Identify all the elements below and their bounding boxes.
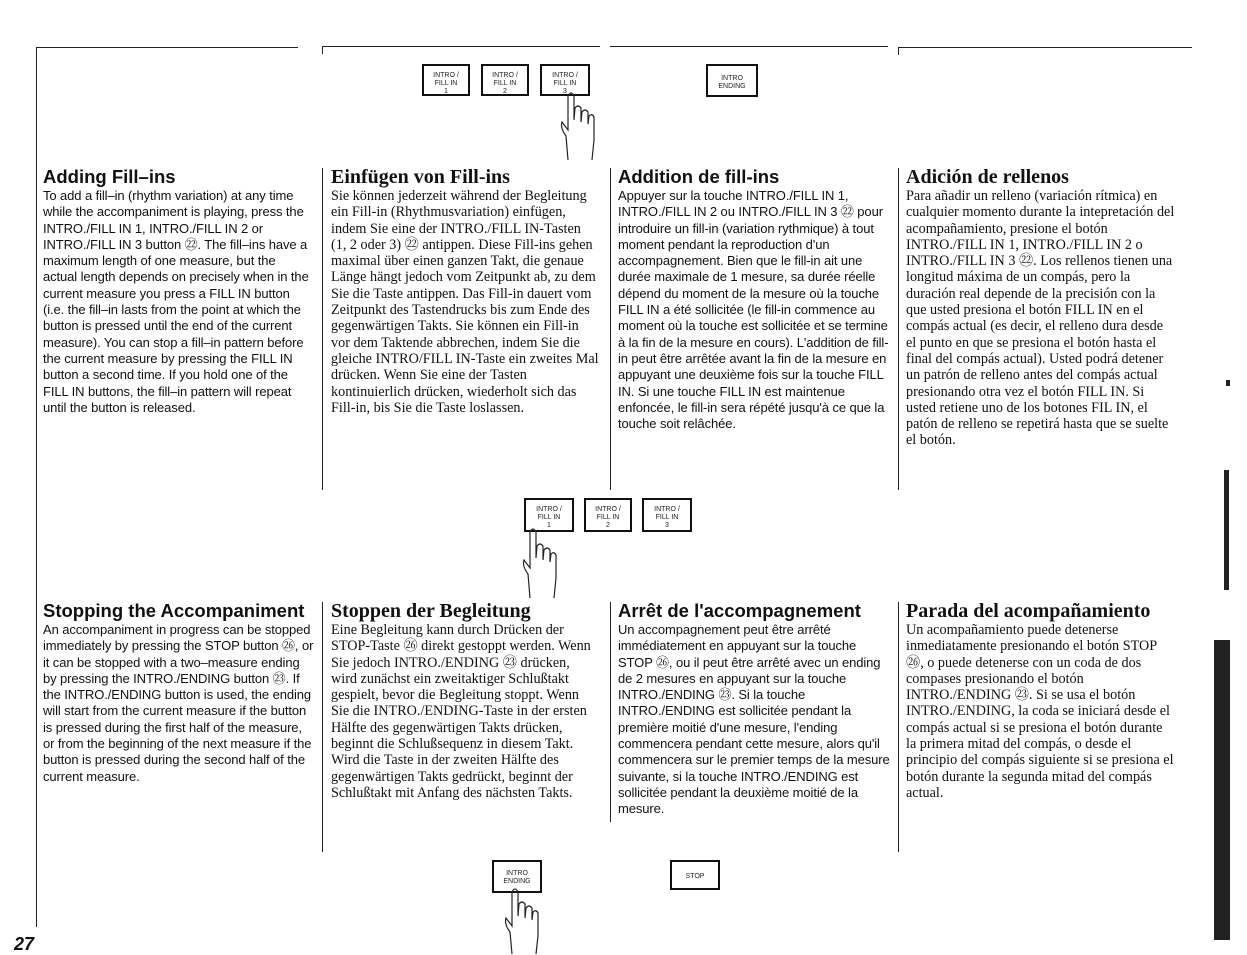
section-heading: Adición de rellenos bbox=[906, 166, 1069, 188]
top-tick-4 bbox=[898, 47, 899, 55]
top-rule-2 bbox=[322, 46, 600, 47]
section-adding-fill-ins-es bbox=[906, 166, 1176, 449]
section-adding-fill-ins-en bbox=[43, 166, 313, 416]
scan-edge-mark bbox=[1224, 470, 1229, 590]
intro-fill-in-3-button[interactable]: INTRO / FILL IN 3 bbox=[642, 498, 692, 532]
section-body: An accompaniment in progress can be stopped immediately by pressing the STOP button ㉖, or it can be stopped with a two–measure ending by pressing the INTRO./ENDING button ㉓. If the INTRO./ENDING button is used, the ending will start from the current measure if the button is pressed during the first half of the measure, or from the beginning of the next measure if the button is pressed during the second half of the current measure. bbox=[43, 622, 314, 784]
section-heading: Einfügen von Fill-ins bbox=[331, 166, 510, 188]
section-stopping-es bbox=[906, 600, 1176, 801]
scan-edge-mark bbox=[1214, 640, 1230, 940]
divider-es-bottom bbox=[898, 602, 899, 852]
intro-fill-in-1-button[interactable]: INTRO / FILL IN 1 bbox=[524, 498, 574, 532]
intro-fill-in-1-button[interactable]: INTRO / FILL IN 1 bbox=[422, 64, 470, 96]
section-body: Para añadir un relleno (variación rítmica) en cualquier momento durante la intepretación del acompañamiento, presione el botón INTRO./FILL IN 1, INTRO./FILL IN 2 o INTRO./FILL IN 3 ㉒. Los rellenos tienen una longitud máxima de un compás, pero la duración real depende de la precisión con la que usted presiona el botón FILL IN en el compás actual (es decir, el relleno dura desde el punto en que se presiona el botón hasta el final del compás actual). Usted podrá detener un patrón de relleno antes del compás actual presionando otra vez el botón FILL IN. Si usted retiene uno de los botones FIL IN, el patón de relleno se repetirá hasta que se suelte el botón. bbox=[906, 188, 1175, 449]
section-heading: Adding Fill–ins bbox=[43, 166, 176, 187]
pressing-hand-icon bbox=[500, 880, 546, 954]
scan-edge-mark bbox=[1226, 380, 1230, 386]
section-stopping-fr bbox=[618, 600, 890, 818]
divider-fr-bottom bbox=[610, 602, 611, 822]
top-rule-4 bbox=[898, 47, 1192, 48]
section-stopping-de bbox=[331, 600, 599, 801]
section-body: Appuyer sur la touche INTRO./FILL IN 1, INTRO./FILL IN 2 ou INTRO./FILL IN 3 ㉒ pour introduire un fill-in (variation rythmique) à tout moment pendant la reproduction d'un accompagnement. Bien que le fill-in ait une durée maximale de 1 mesure, sa durée réelle dépend du moment de la mesure où la touche FILL IN a été sollicitée (le fill-in commence au moment où la touche est sollicitée et se termine à la fin de la mesure en cours). L'addition de fill-in peut être arrêtée avant la fin de la mesure en appuyant une deuxième fois sur la touche FILL IN. Si une touche FILL IN est maintenue enfoncée, le fill-in sera répété jusqu'à ce que la touche soit relâchée. bbox=[618, 188, 889, 432]
top-rule-3 bbox=[610, 46, 888, 47]
stop-button[interactable]: STOP bbox=[670, 860, 720, 890]
top-tick-2 bbox=[322, 46, 323, 54]
section-body: Sie können jederzeit während der Begleitung ein Fill-in (Rhythmusvariation) einfügen, indem Sie eine der INTRO./FILL IN-Tasten (1, 2 oder 3) ㉒ antippen. Diese Fill-ins gehen maximal über einen ganzen Takt, die genaue Länge hängt jedoch vom Zeitpunkt ab, zu dem Sie die Taste antippen. Das Fill-in dauert vom Zeitpunkt des Tastendrucks bis zum Ende des gegenwärtigen Takts. Sie können ein Fill-in vor dem Taktende abbrechen, indem Sie die gleiche INTRO/FILL IN-Taste ein zweites Mal drücken. Wenn Sie eine der Tasten kontinuierlich drücken, wiederholt sich das Fill-in, bis Sie die Taste loslassen. bbox=[331, 188, 599, 416]
intro-fill-in-2-button[interactable]: INTRO / FILL IN 2 bbox=[584, 498, 632, 532]
section-heading: Arrêt de l'accompagnement bbox=[618, 600, 861, 621]
pressing-hand-icon bbox=[518, 520, 564, 600]
section-heading: Stoppen der Begleitung bbox=[331, 600, 531, 622]
divider-fr-top bbox=[610, 168, 611, 490]
intro-fill-in-2-button[interactable]: INTRO / FILL IN 2 bbox=[481, 64, 529, 96]
section-body: Un accompagnement peut être arrêté immédiatement en appuyant sur la touche STOP ㉖, ou il peut être arrêté avec un ending de 2 mesures en appuyant sur la touche INTRO./ENDING ㉓. Si la touche INTRO./ENDING est sollicitée pendant la première moitié d'une mesure, l'ending commencera pendant cette mesure, alors qu'il commencera sur le premier temps de la mesure suivante, si la touche INTRO./ENDING est sollicitée pendant la deuxième moitié de la mesure. bbox=[618, 622, 890, 817]
intro-fill-in-3-button[interactable]: INTRO / FILL IN 3 bbox=[540, 64, 590, 96]
section-body: Eine Begleitung kann durch Drücken der STOP-Taste ㉖ direkt gestoppt werden. Wenn Sie jedoch INTRO./ENDING ㉓ drücken, wird zunächst ein zweitaktiger Schlußtakt gespielt, bevor die Begleitung stoppt. Wenn Sie die INTRO./ENDING-Taste in der ersten Hälfte des gegenwärtigen Takts drücken, beginnt die Schlußsequenz in diesem Takt. Wird die Taste in der zweiten Hälfte des gegenwärtigen Takts gedrückt, beginnt der Schlußtakt mit Anfang des nächsten Takts. bbox=[331, 622, 591, 801]
top-rule-1 bbox=[36, 47, 298, 48]
page-number: 27 bbox=[14, 934, 35, 954]
divider-de-top bbox=[322, 168, 323, 490]
divider-de-bottom bbox=[322, 602, 323, 852]
intro-ending-button[interactable]: INTRO ENDING bbox=[706, 64, 758, 97]
section-adding-fill-ins-fr bbox=[618, 166, 890, 432]
section-heading: Stopping the Accompaniment bbox=[43, 600, 305, 621]
section-heading: Addition de fill-ins bbox=[618, 166, 780, 187]
intro-ending-button[interactable]: INTRO ENDING bbox=[492, 860, 542, 893]
section-body: To add a fill–in (rhythm variation) at any time while the accompaniment is playing, press the INTRO./FILL IN 1, INTRO./FILL IN 2 or INTRO./FILL IN 3 button ㉒. The fill–ins have a maximum length of one measure, but the actual length depends on precisely when in the current measure you press a FILL IN button (i.e. the fill–in lasts from the point at which the button is pressed until the end of the current measure). You can stop a fill–in pattern before the current measure by pressing the FILL IN button a second time. If you hold one of the FILL IN buttons, the fill–in pattern will repeat until the button is released. bbox=[43, 188, 309, 415]
section-adding-fill-ins-de bbox=[331, 166, 599, 416]
divider-es-top bbox=[898, 168, 899, 490]
pressing-hand-icon bbox=[556, 84, 602, 162]
section-heading: Parada del acompañamiento bbox=[906, 600, 1151, 622]
section-body: Un acompañamiento puede detenerse inmediatamente presionando el botón STOP ㉖, o puede detenerse con un coda de dos compases presionando el botón INTRO./ENDING ㉓. Si se usa el botón INTRO./ENDING, la coda se iniciará desde el compás actual si se presiona el botón durante la primera mitad del compás, o desde el principio del compás siguiente si se presiona el botón durante la segunda mitad del compás actual. bbox=[906, 622, 1174, 801]
section-stopping-en bbox=[43, 600, 315, 785]
left-frame-line bbox=[36, 47, 37, 927]
